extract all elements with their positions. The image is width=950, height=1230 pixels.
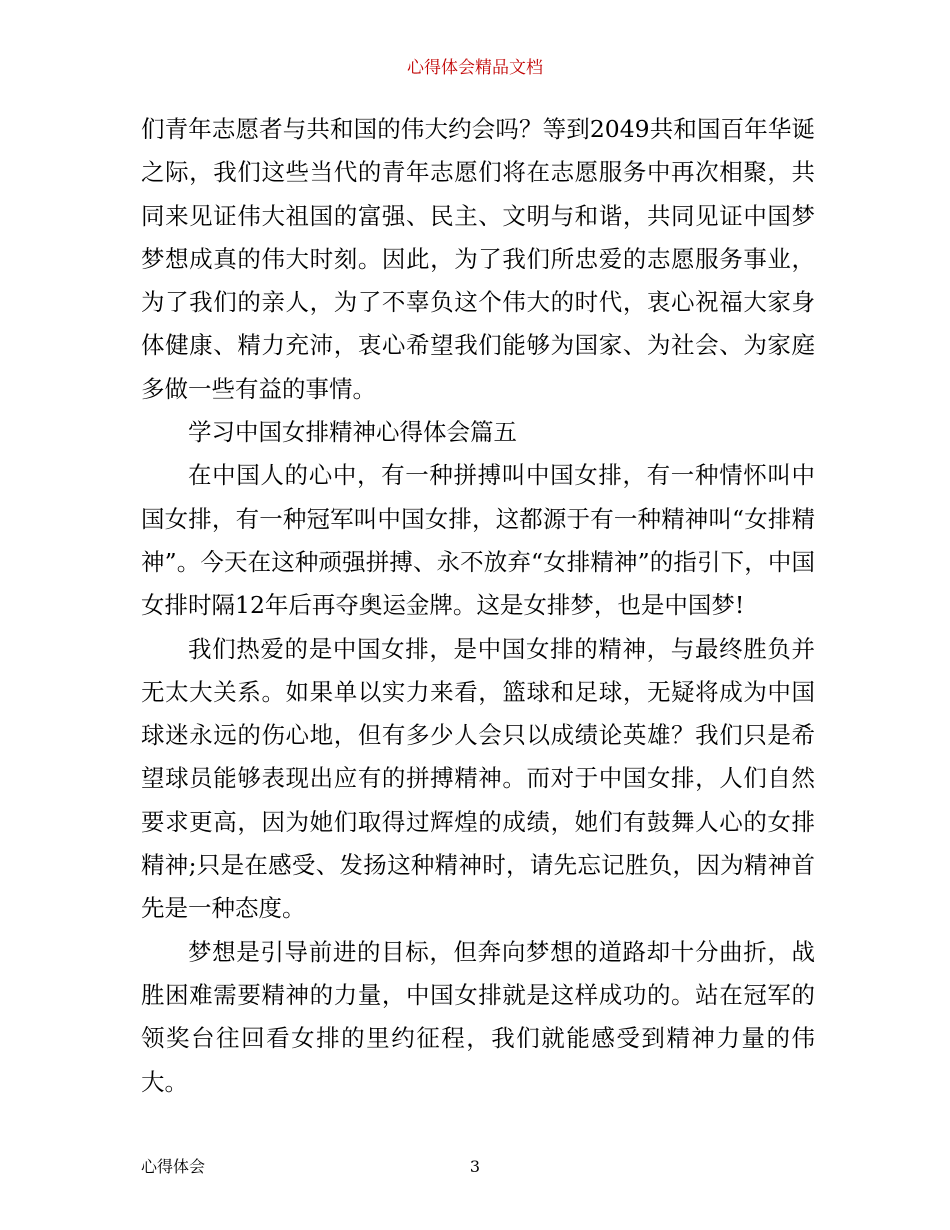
paragraph-continuation: 们青年志愿者与共和国的伟大约会吗？等到2049共和国百年华诞之际，我们这些当代的青年志愿们将在志愿服务中再次相聚，共同来见证伟大祖国的富强、民主、文明与和谐，共同见证中国梦梦想成真的伟大时刻。因此，为了我们所忠爱的志愿服务事业，为了我们的亲人，为了不辜负这个伟大的时代，衷心祝福大家身体健康、精力充沛，衷心希望我们能够为国家、为社会、为家庭多做一些有益的事情。	[141, 115, 815, 403]
section-heading: 学习中国女排精神心得体会篇五	[188, 418, 517, 447]
footer-label: 心得体会	[141, 1157, 206, 1176]
document-body	[141, 108, 815, 1104]
page-header-title: 心得体会精品文档	[407, 58, 543, 78]
paragraph: 在中国人的心中，有一种拼搏叫中国女排，有一种情怀叫中国女排，有一种冠军叫中国女排，这都源于有一种精神叫“女排精神”。今天在这种顽强拼搏、永不放弃“女排精神”的指引下，中国女排时隔12年后再夺奥运金牌。这是女排梦，也是中国梦!	[141, 461, 815, 620]
paragraph: 我们热爱的是中国女排，是中国女排的精神，与最终胜负并无太大关系。如果单以实力来看，篮球和足球，无疑将成为中国球迷永远的伤心地，但有多少人会只以成绩论英雄？我们只是希望球员能够表现出应有的拼搏精神。而对于中国女排，人们自然要求更高，因为她们取得过辉煌的成绩，她们有鼓舞人心的女排精神;只是在感受、发扬这种精神时，请先忘记胜负，因为精神首先是一种态度。	[141, 634, 815, 923]
paragraph: 梦想是引导前进的目标，但奔向梦想的道路却十分曲折，战胜困难需要精神的力量，中国女排就是这样成功的。站在冠军的领奖台往回看女排的里约征程，我们就能感受到精神力量的伟大。	[141, 937, 815, 1096]
page-number: 3	[469, 1157, 481, 1176]
